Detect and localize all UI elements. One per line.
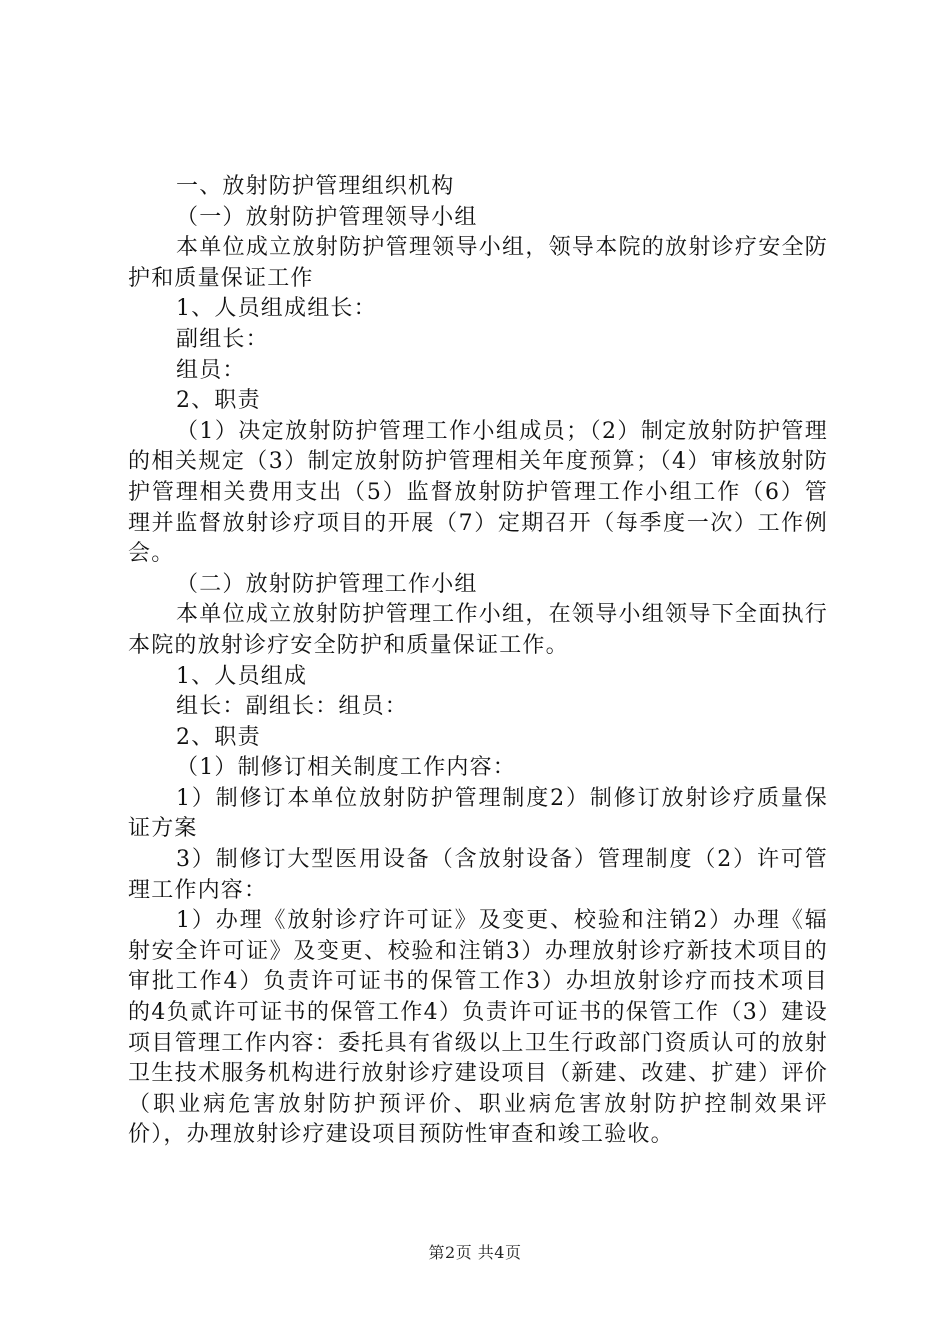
paragraph: （1）制修订相关制度工作内容：	[176, 755, 516, 781]
paragraph: 2、职责	[176, 724, 261, 750]
paragraph: 组员：	[176, 357, 246, 383]
paragraph: 本单位成立放射防护管理工作小组，在领导小组领导下全面执行本院的放射诊疗安全防护和质量保证工作。	[128, 602, 828, 658]
paragraph: 1）制修订本单位放射防护管理制度2）制修订放射诊疗质量保证方案	[128, 785, 828, 842]
paragraph: 1）办理《放射诊疗许可证》及变更、校验和注销2）办理《辐射安全许可证》及变更、校验和注销3）办理放射诊疗新技术项目的审批工作4）负责许可证书的保管工作3）办坦放射诊疗而技术项目的4负贰许可证书的保管工作4）负责许可证书的保管工作（3）建设项目管理工作内容：委托具有省级以上卫生行政部门资质认可的放射卫生技术服务机构进行放射诊疗建设项目（新建、改建、扩建）评价（职业病危害放射防护预评价、职业病危害放射防护控制效果评价），办理放射诊疗建设项目预防性审查和竣工验收。	[128, 908, 828, 1148]
subsection-heading: （二）放射防护管理工作小组	[176, 571, 478, 597]
paragraph: 1、人员组成	[176, 663, 308, 689]
paragraph: 组长：副组长：组员：	[176, 694, 409, 720]
paragraph: 2、职责	[176, 388, 261, 414]
paragraph: 副组长：	[176, 326, 269, 352]
section-heading: 一、放射防护管理组织机构	[176, 174, 455, 199]
page-number: 第2页 共4页	[428, 1243, 522, 1262]
paragraph: （1）决定放射防护管理工作小组成员；（2）制定放射防护管理的相关规定（3）制定放射防护管理相关年度预算；（4）审核放射防护管理相关费用支出（5）监督放射防护管理工作小组工作（6）管理并监督放射诊疗项目的开展（7）定期召开（每季度一次）工作例会。	[128, 418, 828, 567]
paragraph: 本单位成立放射防护管理领导小组，领导本院的放射诊疗安全防护和质量保证工作	[128, 235, 828, 291]
paragraph: 1、人员组成组长：	[176, 296, 377, 322]
paragraph: 3）制修订大型医用设备（含放射设备）管理制度（2）许可管理工作内容：	[128, 847, 828, 903]
subsection-heading: （一）放射防护管理领导小组	[176, 204, 478, 230]
page-footer	[0, 1243, 950, 1263]
document-body	[128, 172, 828, 1151]
